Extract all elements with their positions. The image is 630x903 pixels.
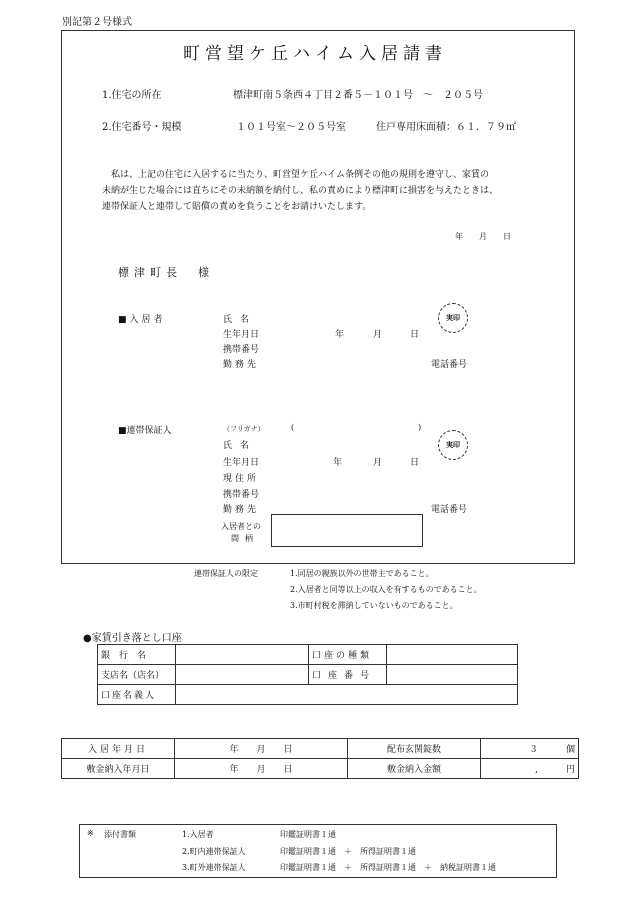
move-in-date-label: 入居年月日 [62,739,175,759]
keys-value: ３ [528,745,538,755]
form-number: 別記第２号様式 [62,17,132,28]
table-row [98,665,518,685]
guarantor-birth-month: 月 [373,458,383,468]
deposit-date-field[interactable]: 年 月 日 [175,759,348,779]
relation-label-line-2: 間柄 [231,534,259,543]
deposit-amount-label: 敷金納入金額 [348,759,481,779]
tenant-birth-day: 日 [410,330,420,340]
guarantor-seal-stamp-area: 実印 [438,430,468,460]
attachment-docs-3: 印鑑証明書１通 ＋ 所得証明書１通 ＋ 納税証明書１通 [280,863,496,872]
account-number-field[interactable] [387,665,518,685]
tenant-phone-label: 電話番号 [431,360,468,370]
table-row [98,645,518,665]
attachment-who-3: 3.町外連帯保証人 [182,863,246,872]
pledge-line-2: 未納が生じた場合には直ちにその未納額を納付し、私の責めにより標津町に損害を与えたときは、 [102,186,499,196]
guarantor-limit-item-1: 1.同居の親族以外の世帯主であること。 [290,569,434,578]
guarantor-birth-label: 生年月日 [223,458,260,468]
attachments-label: 添付書類 [104,830,136,839]
attachment-who-2: 2.町内連帯保証人 [182,847,246,856]
housing-number-value: １０１号室～２０５号室 [236,122,346,133]
deposit-amount-value: , [535,765,538,775]
furigana-close-paren: ) [418,423,422,432]
floor-area-value: 住戸専用床面積：６１．７９㎡ [376,122,516,133]
tenant-work-label: 勤務先 [223,360,260,370]
account-number-label: 口座番号 [309,665,387,685]
table-row [62,739,579,759]
keys-field[interactable] [481,739,579,759]
location-value: 標津町南５条西４丁目２番５－１０１号 ～ ２０５号 [233,90,483,101]
bank-section-heading: ●家賃引き落とし口座 [83,633,182,644]
guarantor-phone-label: 電話番号 [431,505,468,515]
pledge-line-3: 連帯保証人と連帯して賠償の責めを負うことをお請けいたします。 [102,202,372,212]
deposit-date-label: 敷金納入年月日 [62,759,175,779]
pledge-line-1: 私は、上記の住宅に入居するに当たり、町営望ケ丘ハイム条例その他の規則を遵守し、家賃の [111,170,490,180]
account-type-label: 口座の種類 [309,645,387,665]
table-row [98,685,518,705]
addressee: 標津町長 様 [118,266,214,279]
tenant-birth-month: 月 [373,330,383,340]
tenant-name-label: 氏名 [223,315,258,325]
guarantor-address-label: 現住所 [223,474,260,484]
keys-unit: 個 [565,745,575,755]
bank-account-table [97,644,518,705]
bank-name-field[interactable] [176,645,309,665]
table-row [62,759,579,779]
deposit-amount-field[interactable] [481,759,579,779]
keys-label: 配布玄関錠数 [348,739,481,759]
guarantor-birth-year: 年 [333,458,343,468]
guarantor-work-label: 勤務先 [223,505,260,515]
furigana-open-paren: ( [291,423,295,432]
attachment-docs-1: 印鑑証明書１通 [280,830,336,839]
branch-name-label: 支店名（店名） [98,665,176,685]
location-label: 1.住宅の所在 [102,90,162,101]
bank-name-label: 銀行名 [98,645,176,665]
account-holder-field[interactable] [176,685,518,705]
tenant-birth-year: 年 [335,330,345,340]
guarantor-name-label: 氏名 [223,441,258,451]
guarantor-birth-day: 日 [410,458,420,468]
attachment-docs-2: 印鑑証明書１通 ＋ 所得証明書１通 [280,847,416,856]
guarantor-limit-item-3: 3.市町村税を滞納していないものであること。 [290,601,458,610]
relation-label-line-1: 入居者との [221,522,261,531]
guarantor-limits-label: 連帯保証人の限定 [194,569,258,578]
account-type-field[interactable] [387,645,518,665]
account-holder-label: 口座名義人 [98,685,176,705]
tenant-birth-label: 生年月日 [223,330,260,340]
guarantor-mobile-label: 携帯番号 [223,490,260,500]
admin-table [61,738,579,779]
guarantor-heading: ■連帯保証人 [118,426,172,436]
tenant-seal-stamp-area: 実印 [438,303,468,333]
move-in-date-field[interactable]: 年 月 日 [175,739,348,759]
guarantor-furigana-label: （フリガナ） [223,425,265,433]
branch-name-field[interactable] [176,665,309,685]
housing-number-label: 2.住宅番号・規模 [102,122,182,133]
main-form-frame [61,30,575,564]
guarantor-limit-item-2: 2.入居者と同等以上の収入を有するものであること。 [290,585,482,594]
tenant-mobile-label: 携帯番号 [223,345,260,355]
date-line: 年 月 日 [455,232,511,241]
attachment-who-1: 1.入居者 [182,830,214,839]
attachments-mark: ※ [87,829,94,838]
deposit-amount-unit: 円 [565,765,575,775]
tenant-heading: ■入居者 [118,315,166,325]
relation-input-box[interactable] [271,514,423,547]
form-title: 町営望ケ丘ハイム入居請書 [183,44,447,64]
